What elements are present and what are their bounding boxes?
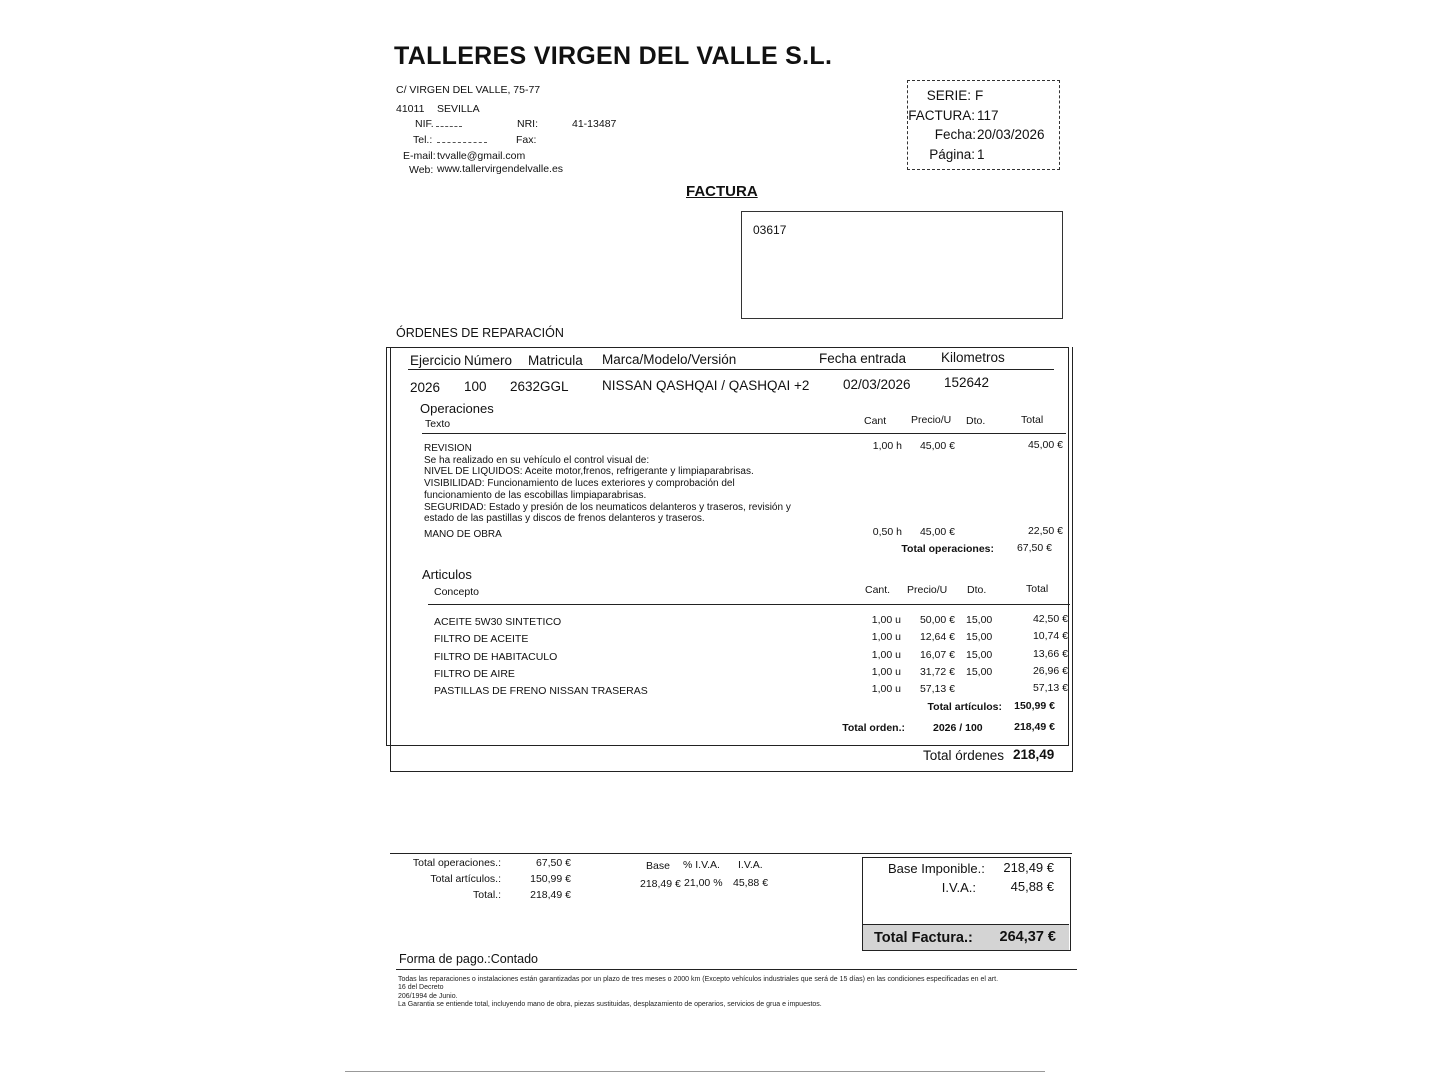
articulos-col-total: Total: [1026, 583, 1049, 595]
order-marca: NISSAN QASHQAI / QASHQAI +2: [602, 378, 810, 393]
order-fecha: 02/03/2026: [843, 377, 911, 392]
footer-rule: [396, 969, 1077, 970]
summary-total-articulos-value: 150,99 €: [530, 873, 571, 885]
operation-cant: 0,50 h: [872, 526, 902, 538]
articulo-total: 10,74 €: [1032, 630, 1068, 642]
articulo-precio: 12,64 €: [919, 631, 955, 643]
tax-iva-value: 45,88 €: [733, 877, 769, 889]
articulo-cant: 1,00 u: [871, 683, 901, 695]
articulo-precio: 31,72 €: [919, 666, 955, 678]
col-header-ejercicio: Ejercicio: [410, 353, 462, 368]
articulos-title: Articulos: [422, 567, 472, 582]
total-orden-ref: 2026 / 100: [933, 722, 983, 734]
company-city: SEVILLA: [437, 103, 480, 115]
articulo-cant: 1,00 u: [871, 649, 901, 661]
operaciones-title: Operaciones: [420, 401, 494, 416]
order-matricula: 2632GGL: [510, 379, 569, 394]
box-iva-label: I.V.A.:: [941, 880, 976, 895]
operaciones-col-total: Total: [1021, 414, 1044, 426]
serie-value: F: [975, 88, 984, 103]
articulos-rule: [428, 604, 1070, 605]
total-orden-label: Total orden.:: [842, 722, 905, 734]
order-numero: 100: [464, 379, 487, 394]
articulo-cant: 1,00 u: [871, 614, 901, 626]
company-postal-code: 41011: [396, 103, 425, 115]
serie-label: SERIE:: [926, 88, 971, 103]
operation-line: estado de las pastillas y discos de frenos delanteros y traseros.: [424, 513, 705, 525]
operaciones-col-cant: Cant: [864, 415, 887, 427]
footer-line: Todas las reparaciones o instalaciones están garantizadas por un plazo de tres meses o 2000 km (Excepto vehículos industriales que será de 15 días) en las condiciones especificadas en el art.: [398, 976, 999, 983]
footer-legal-text: [398, 976, 998, 1009]
payment-method: Forma de pago.:Contado: [399, 952, 538, 966]
nri-value: 41-13487: [572, 118, 617, 130]
total-articulos-label: Total artículos:: [927, 701, 1002, 713]
articulo-dto: 15,00: [966, 649, 993, 661]
email-label: E-mail:: [403, 150, 436, 162]
summary-total-operaciones-label: Total operaciones.:: [412, 857, 501, 869]
operation-cant: 1,00 h: [872, 440, 902, 452]
total-ordenes-label: Total órdenes: [923, 748, 1005, 763]
fax-label: Fax:: [516, 134, 537, 146]
tax-iva-pct-value: 21,00 %: [684, 877, 723, 889]
fecha-value: 20/03/2026: [977, 127, 1045, 142]
articulos-col-precio: Precio/U: [907, 584, 948, 596]
tax-col-base: Base: [646, 860, 670, 872]
summary-total-label: Total.:: [472, 889, 501, 901]
footer-line: 16 del Decreto: [398, 984, 444, 992]
footer-line: 206/1994 de Junio.: [398, 992, 458, 1000]
articulo-total: 57,13 €: [1032, 682, 1068, 694]
scan-edge-line: [345, 1071, 1045, 1072]
operaciones-col-texto: Texto: [425, 418, 451, 430]
footer-line: La Garantia se entiende total, incluyendo mano de obra, piezas sustituidas, desplazamiento de operarios, servicios de grua e impuestos.: [398, 1000, 822, 1008]
total-factura-value: 264,37 €: [999, 929, 1056, 945]
client-box: [741, 211, 1063, 319]
col-header-fecha: Fecha entrada: [819, 351, 907, 366]
pagina-label: Página:: [929, 147, 975, 162]
operation-precio: 45,00 €: [919, 440, 955, 452]
summary-total-articulos-label: Total artículos.:: [430, 873, 501, 885]
articulo-dto: 15,00: [966, 614, 993, 626]
total-factura-label: Total Factura.:: [874, 930, 973, 946]
pagina-value: 1: [977, 147, 985, 162]
company-name: TALLERES VIRGEN DEL VALLE S.L.: [394, 42, 833, 70]
operaciones-col-dto: Dto.: [966, 415, 986, 427]
col-header-marca: Marca/Modelo/Versión: [602, 352, 737, 367]
articulo-precio: 57,13 €: [919, 683, 955, 695]
operaciones-rule: [422, 433, 1066, 434]
total-orden-value: 218,49 €: [1014, 721, 1055, 733]
articulo-cant: 1,00 u: [871, 666, 901, 678]
factura-label: FACTURA:: [908, 108, 975, 123]
articulo-cant: 1,00 u: [871, 631, 901, 643]
box-iva-value: 45,88 €: [1010, 879, 1054, 894]
orders-section-title: ÓRDENES DE REPARACIÓN: [396, 326, 564, 340]
client-code: 03617: [753, 223, 787, 237]
tax-col-iva: I.V.A.: [738, 859, 763, 871]
articulo-total: 26,96 €: [1032, 665, 1068, 677]
operation-line: VISIBILIDAD: Funcionamiento de luces exteriores y comprobación del: [424, 478, 735, 490]
tel-redacted: [437, 142, 487, 143]
order-ejercicio: 2026: [410, 380, 441, 395]
order-header-rule: [408, 369, 1054, 370]
articulos-col-concepto: Concepto: [434, 586, 479, 598]
total-operaciones-value: 67,50 €: [1016, 542, 1052, 554]
tax-col-iva-pct: % I.V.A.: [683, 859, 720, 871]
company-web: www.tallervirgendelvalle.es: [437, 163, 564, 175]
articulo-concepto: FILTRO DE HABITACULO: [434, 651, 558, 663]
col-header-numero: Número: [464, 353, 513, 368]
articulo-concepto: PASTILLAS DE FRENO NISSAN TRASERAS: [434, 685, 648, 697]
summary-total-value: 218,49 €: [530, 889, 571, 901]
fecha-label: Fecha:: [934, 127, 976, 142]
articulo-precio: 16,07 €: [919, 649, 955, 661]
company-email: tvvalle@gmail.com: [437, 150, 526, 162]
operation-line: SEGURIDAD: Estado y presión de los neumaticos delanteros y traseros, revisión y: [424, 501, 791, 513]
articulo-concepto: ACEITE 5W30 SINTETICO: [434, 616, 562, 628]
col-header-matricula: Matricula: [528, 353, 583, 368]
operaciones-col-precio: Precio/U: [911, 414, 952, 426]
operation-line: REVISION: [424, 443, 472, 454]
summary-total-operaciones-value: 67,50 €: [535, 857, 571, 869]
articulo-dto: 15,00: [966, 666, 993, 678]
operation-row: [424, 443, 791, 525]
articulo-total: 13,66 €: [1032, 648, 1068, 660]
col-header-km: Kilometros: [941, 350, 1005, 365]
operation-total: 45,00 €: [1027, 439, 1063, 451]
operation-row: [424, 529, 502, 540]
nif-label: NIF.: [415, 118, 434, 130]
articulos-col-dto: Dto.: [967, 584, 987, 596]
operation-precio: 45,00 €: [919, 526, 955, 538]
operation-total: 22,50 €: [1027, 525, 1063, 537]
summary-top-rule: [390, 853, 1072, 854]
total-operaciones-label: Total operaciones:: [901, 543, 994, 555]
document-title: FACTURA: [686, 183, 758, 200]
operation-line: funcionamiento de las escobillas limpiaparabrisas.: [424, 489, 647, 501]
order-km: 152642: [944, 375, 990, 390]
operation-line: MANO DE OBRA: [424, 529, 502, 540]
tel-label: Tel.:: [413, 134, 433, 146]
articulo-precio: 50,00 €: [919, 614, 955, 626]
tax-base-value: 218,49 €: [640, 878, 681, 890]
factura-value: 117: [977, 108, 999, 123]
box-base-value: 218,49 €: [1003, 860, 1054, 875]
articulo-concepto: FILTRO DE AIRE: [434, 668, 515, 680]
articulo-concepto: FILTRO DE ACEITE: [434, 633, 529, 645]
operation-line: Se ha realizado en su vehículo el control visual de:: [424, 454, 650, 466]
box-base-label: Base Imponible.:: [888, 861, 985, 876]
articulos-col-cant: Cant.: [865, 584, 891, 596]
company-address: C/ VIRGEN DEL VALLE, 75-77: [396, 84, 541, 96]
web-label: Web:: [409, 164, 434, 176]
total-ordenes-value: 218,49: [1013, 747, 1055, 762]
nri-label: NRI:: [517, 118, 538, 130]
operation-line: NIVEL DE LIQUIDOS: Aceite motor,frenos, refrigerante y limpiaparabrisas.: [424, 466, 754, 478]
total-articulos-value: 150,99 €: [1014, 700, 1055, 712]
nif-redacted: [436, 126, 462, 127]
articulo-total: 42,50 €: [1032, 613, 1068, 625]
articulo-dto: 15,00: [966, 631, 993, 643]
